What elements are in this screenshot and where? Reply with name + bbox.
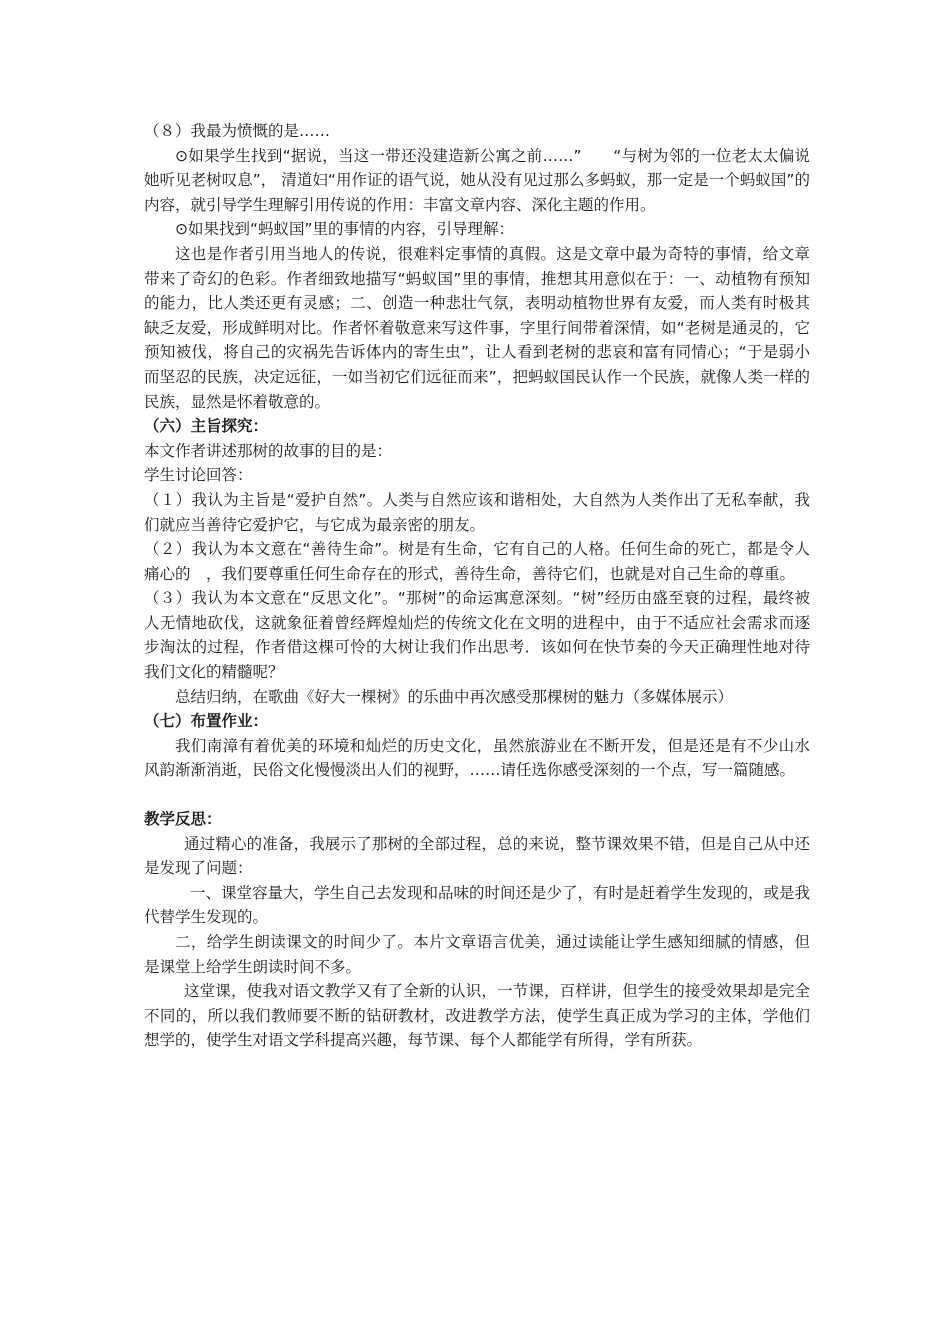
paragraph: 这也是作者引用当地人的传说，很难料定事情的真假。这是文章中最为奇特的事情，给文章带来了奇幻的色彩。作者细致地描写“蚂蚁国”里的事情，推想其用意似在于：一、动植物有预知的能力，比人类还更有灵感；二、创造一种悲壮气氛，表明动植物世界有友爱，而人类有时极其缺乏友爱，形成鲜明对比。作者怀着敬意来写这件事，字里行间带着深情，如“老树是通灵的，它预知被伐，将自己的灾祸先告诉体内的寄生虫”，让人看到老树的悲哀和富有同情心；“于是弱小而坚忍的民族，决定远征，一如当初它们远征而来”，把蚂蚁国民认作一个民族，就像人类一样的民族，显然是怀着敬意的。: [144, 244, 810, 411]
section-7-heading: （七）布置作业：: [144, 712, 269, 731]
section-6-heading: （六）主旨探究：: [144, 417, 269, 436]
list-item: （１）我认为主旨是“爱护自然”。人类与自然应该和谐相处，大自然为人类作出了无私奉献，我们就应当善待它爱护它，与它成为最亲密的朋友。: [144, 490, 810, 534]
section-8-heading: （８）我最为愤慨的是……: [144, 122, 331, 140]
paragraph: 学生讨论回答：: [144, 466, 253, 485]
spacer: [144, 783, 810, 807]
paragraph: 这堂课，使我对语文教学又有了全新的认识，一节课，百样讲，但学生的接受效果却是完全不同的，所以我们教师要不断的钻研教材，改进教学方法，使学生真正成为学习的主体，学他们想学的，使学生对语文学科提高兴趣，每节课、每个人都能学有所得，学有所获。: [144, 982, 810, 1050]
paragraph: ⊙如果找到“蚂蚁国”里的事情的内容，引导理解：: [175, 220, 515, 239]
paragraph: 通过精心的准备，我展示了那树的全部过程，总的来说，整节课效果不错，但是自己从中还是发现了问题：: [144, 834, 810, 878]
paragraph: 本文作者讲述那树的故事的目的是：: [144, 441, 393, 460]
paragraph: 一、课堂容量大，学生自己去发现和品味的时间还是少了，有时是赶着学生发现的，或是我代替学生发现的。: [144, 883, 811, 927]
document-body: [144, 119, 810, 1053]
paragraph: 二，给学生朗读课文的时间少了。本片文章语言优美，通过读能让学生感知细腻的情感，但是课堂上给学生朗读时间不多。: [144, 933, 810, 976]
list-item: （２）我认为本文意在“善待生命”。树是有生命，它有自己的人格。任何生命的死亡，都是令人痛心的 ，我们要尊重任何生命存在的形式，善待生命，善待它们，也就是对自己生命的尊重。: [144, 540, 810, 583]
paragraph: 总结归纳，在歌曲《好大一棵树》的乐曲中再次感受那棵树的魅力（多媒体展示）: [175, 687, 734, 706]
paragraph: 我们南漳有着优美的环境和灿烂的历史文化，虽然旅游业在不断开发，但是还是有不少山水风韵渐渐消逝，民俗文化慢慢淡出人们的视野，……请任选你感受深刻的一个点，写一篇随感。: [144, 736, 810, 780]
paragraph: ⊙如果学生找到“据说，当这一带还没建造新公寓之前……” “与树为邻的一位老太太偏说她听见老树叹息”， 清道妇“用作证的语气说，她从没有见过那么多蚂蚁，那一定是一个蚂蚁国”的内容，就引导学生理解引用传说的作用：丰富文章内容、深化主题的作用。: [144, 146, 810, 214]
reflection-heading: 教学反思：: [144, 810, 222, 829]
list-item: （３）我认为本文意在“反思文化”。“那树”的命运寓意深刻。“树”经历由盛至衰的过程，最终被人无情地砍伐，这就象征着曾经辉煌灿烂的传统文化在文明的进程中，由于不适应社会需求而逐步淘汰的过程，作者借这棵可怜的大树让我们作出思考．该如何在快节奏的今天正确理性地对待我们文化的精髓呢？: [144, 589, 810, 682]
